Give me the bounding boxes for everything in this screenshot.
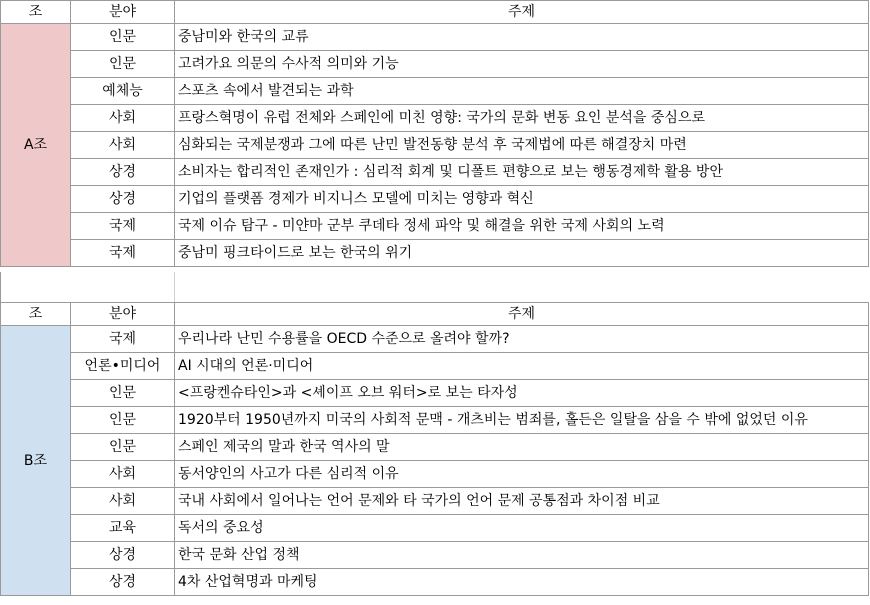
field-cell: 국제 [71, 240, 175, 267]
header-topic: 주제 [175, 303, 869, 326]
field-cell: 사회 [71, 132, 175, 159]
table-row [1, 326, 869, 353]
table-row [1, 159, 869, 186]
field-cell: 언론•미디어 [71, 353, 175, 380]
topic-cell: 소비자는 합리적인 존재인가 : 심리적 회계 및 디폴트 편향으로 보는 행동경제학 활용 방안 [175, 159, 869, 186]
header-field: 분야 [71, 1, 175, 24]
table-row [1, 434, 869, 461]
topic-cell: 스페인 제국의 말과 한국 역사의 말 [175, 434, 869, 461]
table-row [1, 569, 869, 596]
topic-cell: 국내 사회에서 일어나는 언어 문제와 타 국가의 언어 문제 공통점과 차이점 비교 [175, 488, 869, 515]
field-cell: 국제 [71, 213, 175, 240]
header-group: 조 [1, 303, 71, 326]
field-cell: 인문 [71, 407, 175, 434]
group-label: A조 [1, 24, 71, 267]
field-cell: 인문 [71, 51, 175, 78]
table-row [1, 105, 869, 132]
topic-cell: 프랑스혁명이 유럽 전체와 스페인에 미친 영향: 국가의 문화 변동 요인 분석을 중심으로 [175, 105, 869, 132]
header-group: 조 [1, 1, 71, 24]
field-cell: 인문 [71, 434, 175, 461]
table-row [1, 542, 869, 569]
table-row [1, 488, 869, 515]
table-row [1, 240, 869, 267]
header-row-b [1, 303, 869, 326]
field-cell: 국제 [71, 326, 175, 353]
topic-cell: <프랑켄슈타인>과 <셰이프 오브 워터>로 보는 타자성 [175, 380, 869, 407]
topic-cell: 고려가요 의문의 수사적 의미와 기능 [175, 51, 869, 78]
header-field: 분야 [71, 303, 175, 326]
topic-cell: 우리나라 난민 수용률을 OECD 수준으로 올려야 할까? [175, 326, 869, 353]
table-separator [0, 272, 868, 302]
topic-cell: 4차 산업혁명과 마케팅 [175, 569, 869, 596]
table-row [1, 380, 869, 407]
table-row [1, 461, 869, 488]
topic-cell: 스포츠 속에서 발견되는 과학 [175, 78, 869, 105]
topic-cell: 중남미 핑크타이드로 보는 한국의 위기 [175, 240, 869, 267]
topic-cell: 국제 이슈 탐구 - 미얀마 군부 쿠데타 정세 파악 및 해결을 위한 국제 사회의 노력 [175, 213, 869, 240]
table-separator-line [174, 272, 175, 302]
field-cell: 인문 [71, 380, 175, 407]
table-row [1, 186, 869, 213]
field-cell: 상경 [71, 159, 175, 186]
group-b-table [0, 302, 869, 596]
header-row-a [1, 1, 869, 24]
header-topic: 주제 [175, 1, 869, 24]
table-row [1, 132, 869, 159]
table-row [1, 24, 869, 51]
field-cell: 예체능 [71, 78, 175, 105]
topic-cell: 동서양인의 사고가 다른 심리적 이유 [175, 461, 869, 488]
field-cell: 사회 [71, 488, 175, 515]
topic-cell: AI 시대의 언론·미디어 [175, 353, 869, 380]
topic-cell: 독서의 중요성 [175, 515, 869, 542]
topic-cell: 중남미와 한국의 교류 [175, 24, 869, 51]
field-cell: 상경 [71, 186, 175, 213]
table-row [1, 213, 869, 240]
field-cell: 사회 [71, 461, 175, 488]
table-row [1, 407, 869, 434]
table-row [1, 515, 869, 542]
group-a-table [0, 0, 869, 267]
field-cell: 상경 [71, 569, 175, 596]
field-cell: 인문 [71, 24, 175, 51]
group-label: B조 [1, 326, 71, 596]
topic-cell: 1920부터 1950년까지 미국의 사회적 문맥 - 개츠비는 범죄를, 홀든은 일탈을 삼을 수 밖에 없었던 이유 [175, 407, 869, 434]
field-cell: 교육 [71, 515, 175, 542]
table-row [1, 353, 869, 380]
topic-cell: 기업의 플랫폼 경제가 비지니스 모델에 미치는 영향과 혁신 [175, 186, 869, 213]
topic-cell: 심화되는 국제분쟁과 그에 따른 난민 발전동향 분석 후 국제법에 따른 해결장치 마련 [175, 132, 869, 159]
table-row [1, 78, 869, 105]
table-row [1, 51, 869, 78]
field-cell: 상경 [71, 542, 175, 569]
topic-cell: 한국 문화 산업 정책 [175, 542, 869, 569]
field-cell: 사회 [71, 105, 175, 132]
